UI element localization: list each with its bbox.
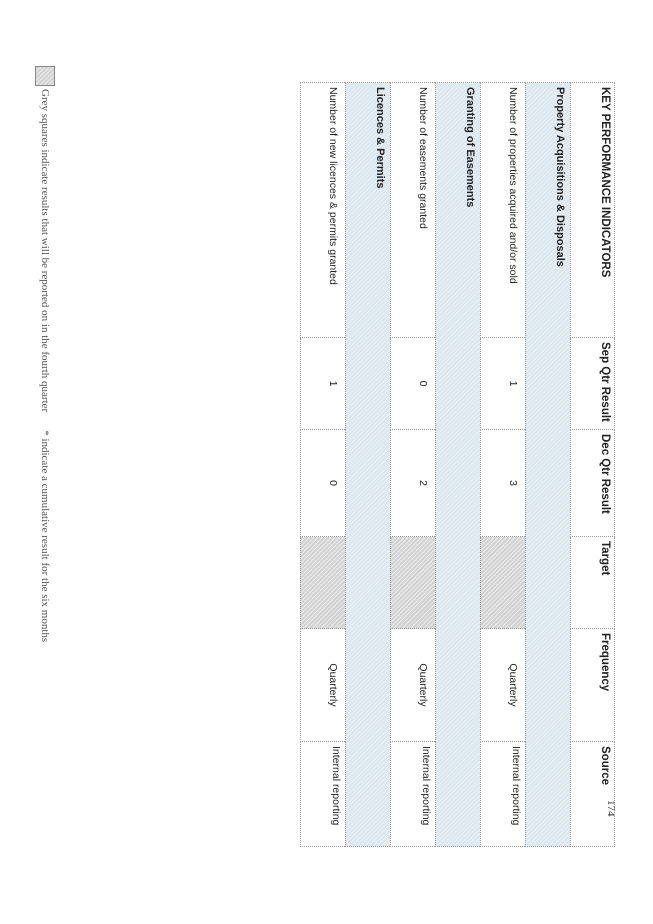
- section-row: [346, 83, 391, 847]
- section-title: Property Acquisitions & Disposals: [526, 83, 571, 847]
- source-cell: Internal reporting: [391, 742, 436, 847]
- footnote: [35, 66, 55, 826]
- header-row: [571, 83, 615, 847]
- section-title: Licences & Permits: [346, 83, 391, 847]
- table-row: [481, 83, 526, 847]
- frequency-cell: Quarterly: [301, 629, 346, 742]
- grey-square-legend-icon: [35, 66, 55, 86]
- header-dec-qtr: Dec Qtr Result: [571, 430, 615, 537]
- page-number: 174: [605, 800, 617, 817]
- indicator-cell: Number of properties acquired and/or sold: [481, 83, 526, 338]
- indicator-cell: Number of easements granted: [391, 83, 436, 338]
- kpi-table: [300, 82, 615, 847]
- dec-result-cell: 0: [301, 430, 346, 537]
- target-cell-grey: [391, 537, 436, 629]
- section-title: Granting of Easements: [436, 83, 481, 847]
- sep-result-cell: 1: [481, 338, 526, 430]
- header-sep-qtr: Sep Qtr Result: [571, 338, 615, 430]
- sep-result-cell: 0: [391, 338, 436, 430]
- sep-result-cell: 1: [301, 338, 346, 430]
- indicator-cell: Number of new licences & permits granted: [301, 83, 346, 338]
- dec-result-cell: 2: [391, 430, 436, 537]
- footnote-grey-text: Grey squares indicate results that will be reported on in the fourth quarter: [39, 89, 51, 413]
- section-row: [436, 83, 481, 847]
- header-kpi: KEY PERFORMANCE INDICATORS: [571, 83, 615, 338]
- frequency-cell: Quarterly: [391, 629, 436, 742]
- footnote-cumulative-text: * indicate a cumulative result for the six months: [39, 430, 51, 643]
- frequency-cell: Quarterly: [481, 629, 526, 742]
- source-cell: Internal reporting: [481, 742, 526, 847]
- table-row: [391, 83, 436, 847]
- table-row: [301, 83, 346, 847]
- target-cell-grey: [481, 537, 526, 629]
- dec-result-cell: 3: [481, 430, 526, 537]
- section-row: [526, 83, 571, 847]
- header-target: Target: [571, 537, 615, 629]
- source-cell: Internal reporting: [301, 742, 346, 847]
- header-source: Source: [571, 742, 615, 847]
- header-frequency: Frequency: [571, 629, 615, 742]
- target-cell-grey: [301, 537, 346, 629]
